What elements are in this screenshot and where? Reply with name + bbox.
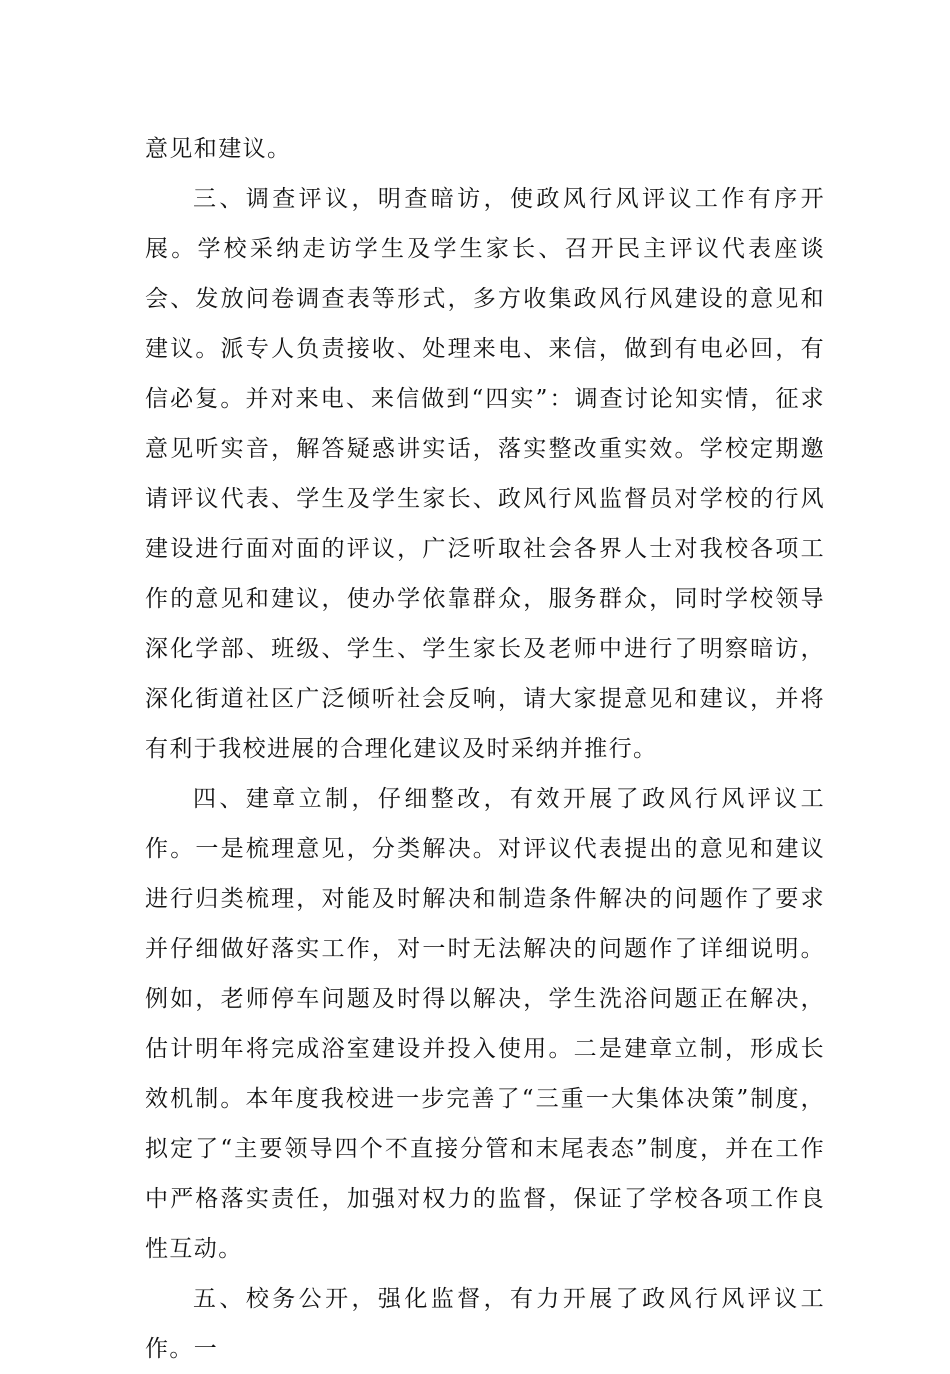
paragraph-section-5: 五、校务公开，强化监督，有力开展了政风行风评议工作。一	[145, 1286, 825, 1362]
paragraph-section-4: 四、建章立制，仔细整改，有效开展了政风行风评议工作。一是梳理意见，分类解决。对评议代表提出的意见和建议进行归类梳理，对能及时解决和制造条件解决的问题作了要求并仔细做好落实工作，对一时无法解决的问题作了详细说明。例如，老师停车问题及时得以解决，学生洗浴问题正在解决，估计明年将完成浴室建设并投入使用。二是建章立制，形成长效机制。本年度我校进一步完善了“三重一大集体决策”制度，拟定了“主要领导四个不直接分管和末尾表态”制度，并在工作中严格落实责任，加强对权力的监督，保证了学校各项工作良性互动。	[145, 786, 825, 1262]
document-body	[145, 124, 825, 1374]
paragraph-continuation: 意见和建议。	[145, 136, 292, 162]
paragraph-section-3: 三、调查评议，明查暗访，使政风行风评议工作有序开展。学校采纳走访学生及学生家长、召开民主评议代表座谈会、发放问卷调查表等形式，多方收集政风行风建设的意见和建议。派专人负责接收、处理来电、来信，做到有电必回，有信必复。并对来电、来信做到“四实”：调查讨论知实情，征求意见听实音，解答疑惑讲实话，落实整改重实效。学校定期邀请评议代表、学生及学生家长、政风行风监督员对学校的行风建设进行面对面的评议，广泛听取社会各界人士对我校各项工作的意见和建议，使办学依靠群众，服务群众，同时学校领导深化学部、班级、学生、学生家长及老师中进行了明察暗访，深化街道社区广泛倾听社会反响，请大家提意见和建议，并将有利于我校进展的合理化建议及时采纳并推行。	[145, 186, 825, 762]
